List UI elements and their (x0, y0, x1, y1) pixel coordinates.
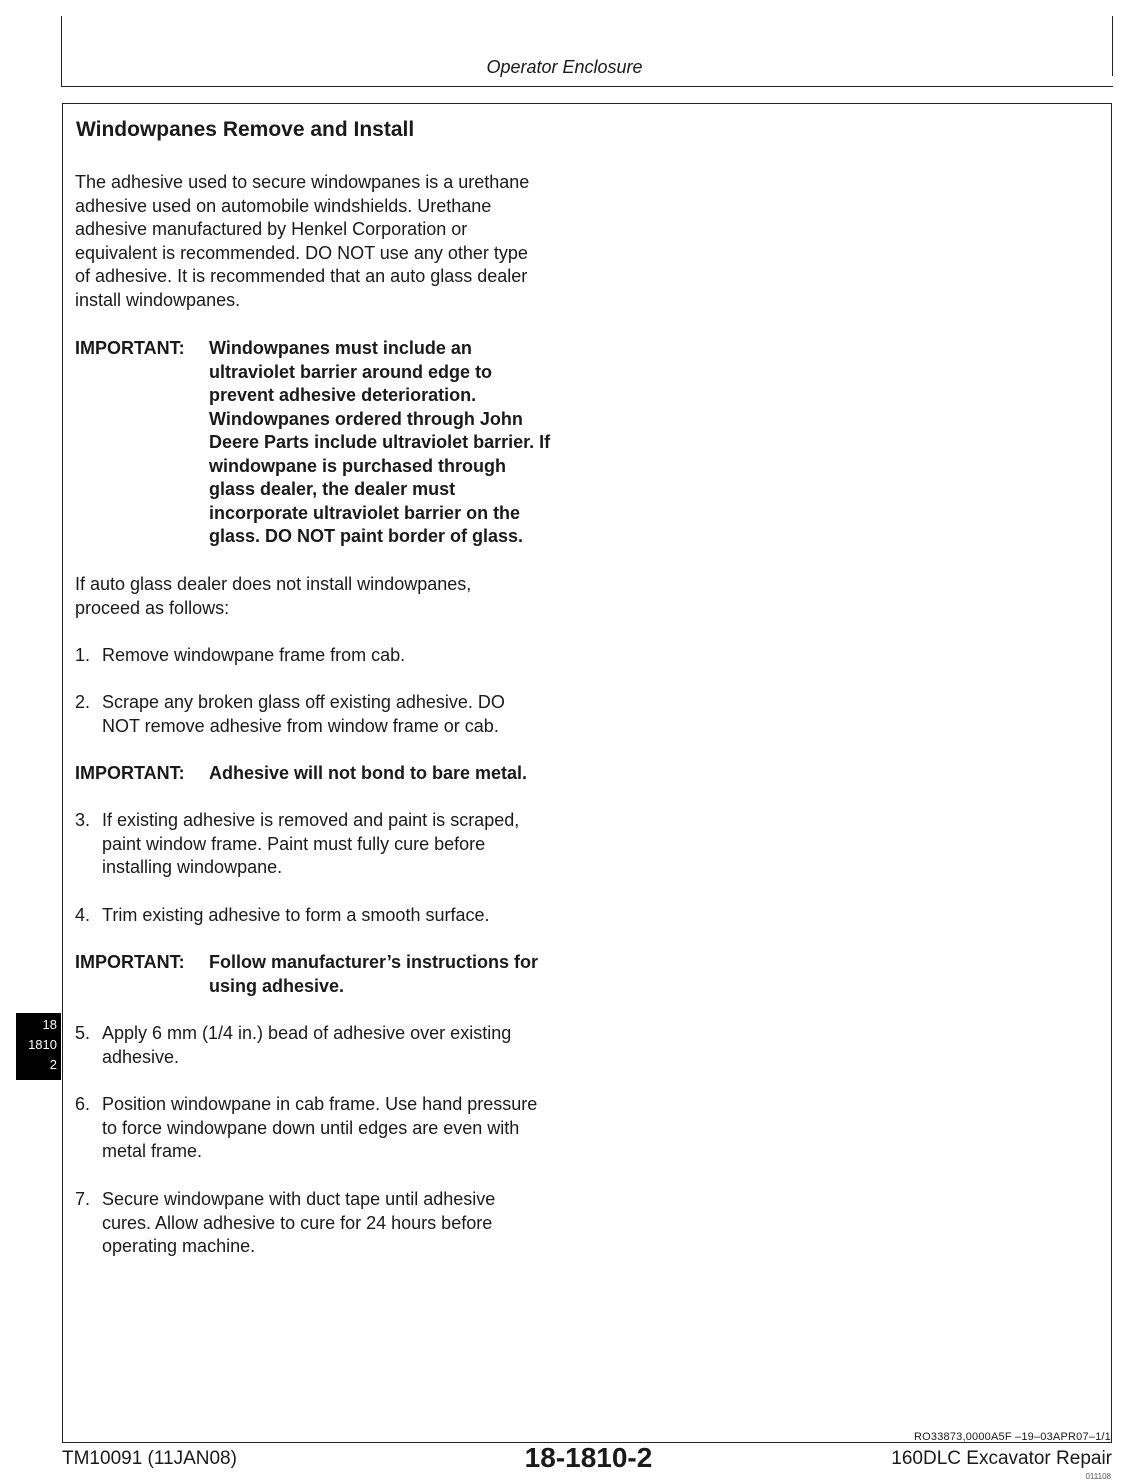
important-line: using adhesive. (209, 975, 345, 996)
step-number: 3. (75, 810, 91, 830)
section-title: Windowpanes Remove and Install (76, 118, 415, 141)
step-1 (75, 644, 405, 668)
step-line: Apply 6 mm (1/4 in.) bead of adhesive over existing (102, 1023, 512, 1043)
step-number: 5. (75, 1023, 91, 1043)
proceed-line: If auto glass dealer does not install windowpanes, (75, 574, 472, 594)
important-line: incorporate ultraviolet barrier on the (209, 502, 521, 523)
important-label: IMPORTANT: (75, 338, 185, 358)
important-line: Adhesive will not bond to bare metal. (209, 763, 528, 783)
intro-line: install windowpanes. (75, 289, 241, 310)
print-code: 011108 (1085, 1472, 1111, 1481)
important-label: IMPORTANT: (75, 763, 185, 783)
important-line: windowpane is purchased through (209, 455, 507, 476)
header-bottom-rule (61, 86, 1113, 87)
important-note-uv-barrier (75, 337, 550, 549)
important-line: glass. DO NOT paint border of glass. (209, 526, 524, 546)
manual-title: 160DLC Excavator Repair (891, 1448, 1112, 1469)
step-2 (75, 691, 505, 738)
section-tab (16, 1013, 61, 1080)
step-line: If existing adhesive is removed and paint is scraped, (102, 810, 520, 830)
running-header: Operator Enclosure (486, 57, 643, 77)
step-line: Scrape any broken glass off existing adhesive. DO (102, 692, 505, 712)
section-tab-line: 18 (42, 1017, 57, 1032)
step-number: 7. (75, 1189, 91, 1209)
step-line: cures. Allow adhesive to cure for 24 hours before (102, 1212, 493, 1233)
intro-paragraph (75, 171, 529, 312)
step-4 (75, 904, 489, 928)
intro-line: of adhesive. It is recommended that an auto glass dealer (75, 266, 528, 286)
step-line: to force windowpane down until edges are even with (102, 1117, 520, 1138)
intro-line: The adhesive used to secure windowpanes is a urethane (75, 172, 530, 192)
section-tab-line: 2 (49, 1057, 57, 1072)
step-6 (75, 1093, 537, 1164)
important-line: glass dealer, the dealer must (209, 479, 456, 499)
step-line: Remove windowpane frame from cab. (102, 645, 406, 665)
page-number: 18-1810-2 (524, 1442, 653, 1473)
intro-line: adhesive used on automobile windshields. Urethane (75, 195, 492, 216)
important-line: ultraviolet barrier around edge to (209, 361, 493, 382)
important-line: Windowpanes must include an (209, 338, 472, 358)
important-text (209, 337, 550, 549)
step-line: operating machine. (102, 1236, 256, 1256)
document-reference: RO33873,0000A5F –19–03APR07–1/1 (913, 1431, 1111, 1443)
step-line: Secure windowpane with duct tape until adhesive (102, 1189, 496, 1209)
step-number: 2. (75, 692, 91, 712)
section-tab-line: 1810 (28, 1037, 57, 1052)
proceed-paragraph (75, 573, 471, 620)
proceed-line: proceed as follows: (75, 597, 230, 618)
step-number: 4. (75, 905, 91, 925)
important-note-bare-metal (75, 762, 527, 786)
manual-number: TM10091 (11JAN08) (62, 1448, 237, 1469)
important-line: Windowpanes ordered through John (209, 408, 523, 429)
important-line: Follow manufacturer’s instructions for (209, 952, 539, 972)
step-line: Trim existing adhesive to form a smooth surface. (102, 905, 490, 925)
step-line: Position windowpane in cab frame. Use hand pressure (102, 1094, 538, 1114)
important-line: Deere Parts include ultraviolet barrier. If (209, 432, 551, 452)
important-line: prevent adhesive deterioration. (209, 385, 477, 405)
step-number: 1. (75, 645, 91, 665)
step-line: metal frame. (102, 1141, 203, 1161)
step-line: installing windowpane. (102, 857, 283, 877)
intro-line: adhesive manufactured by Henkel Corporation or (75, 219, 468, 239)
step-number: 6. (75, 1094, 91, 1114)
step-5 (75, 1022, 511, 1069)
step-3 (75, 809, 519, 880)
step-line: NOT remove adhesive from window frame or cab. (102, 715, 499, 736)
step-line: adhesive. (102, 1046, 180, 1067)
step-7 (75, 1188, 495, 1259)
important-label: IMPORTANT: (75, 952, 185, 972)
step-line: paint window frame. Paint must fully cure before (102, 833, 486, 854)
intro-line: equivalent is recommended. DO NOT use any other type (75, 242, 528, 263)
important-note-manufacturer (75, 951, 538, 998)
